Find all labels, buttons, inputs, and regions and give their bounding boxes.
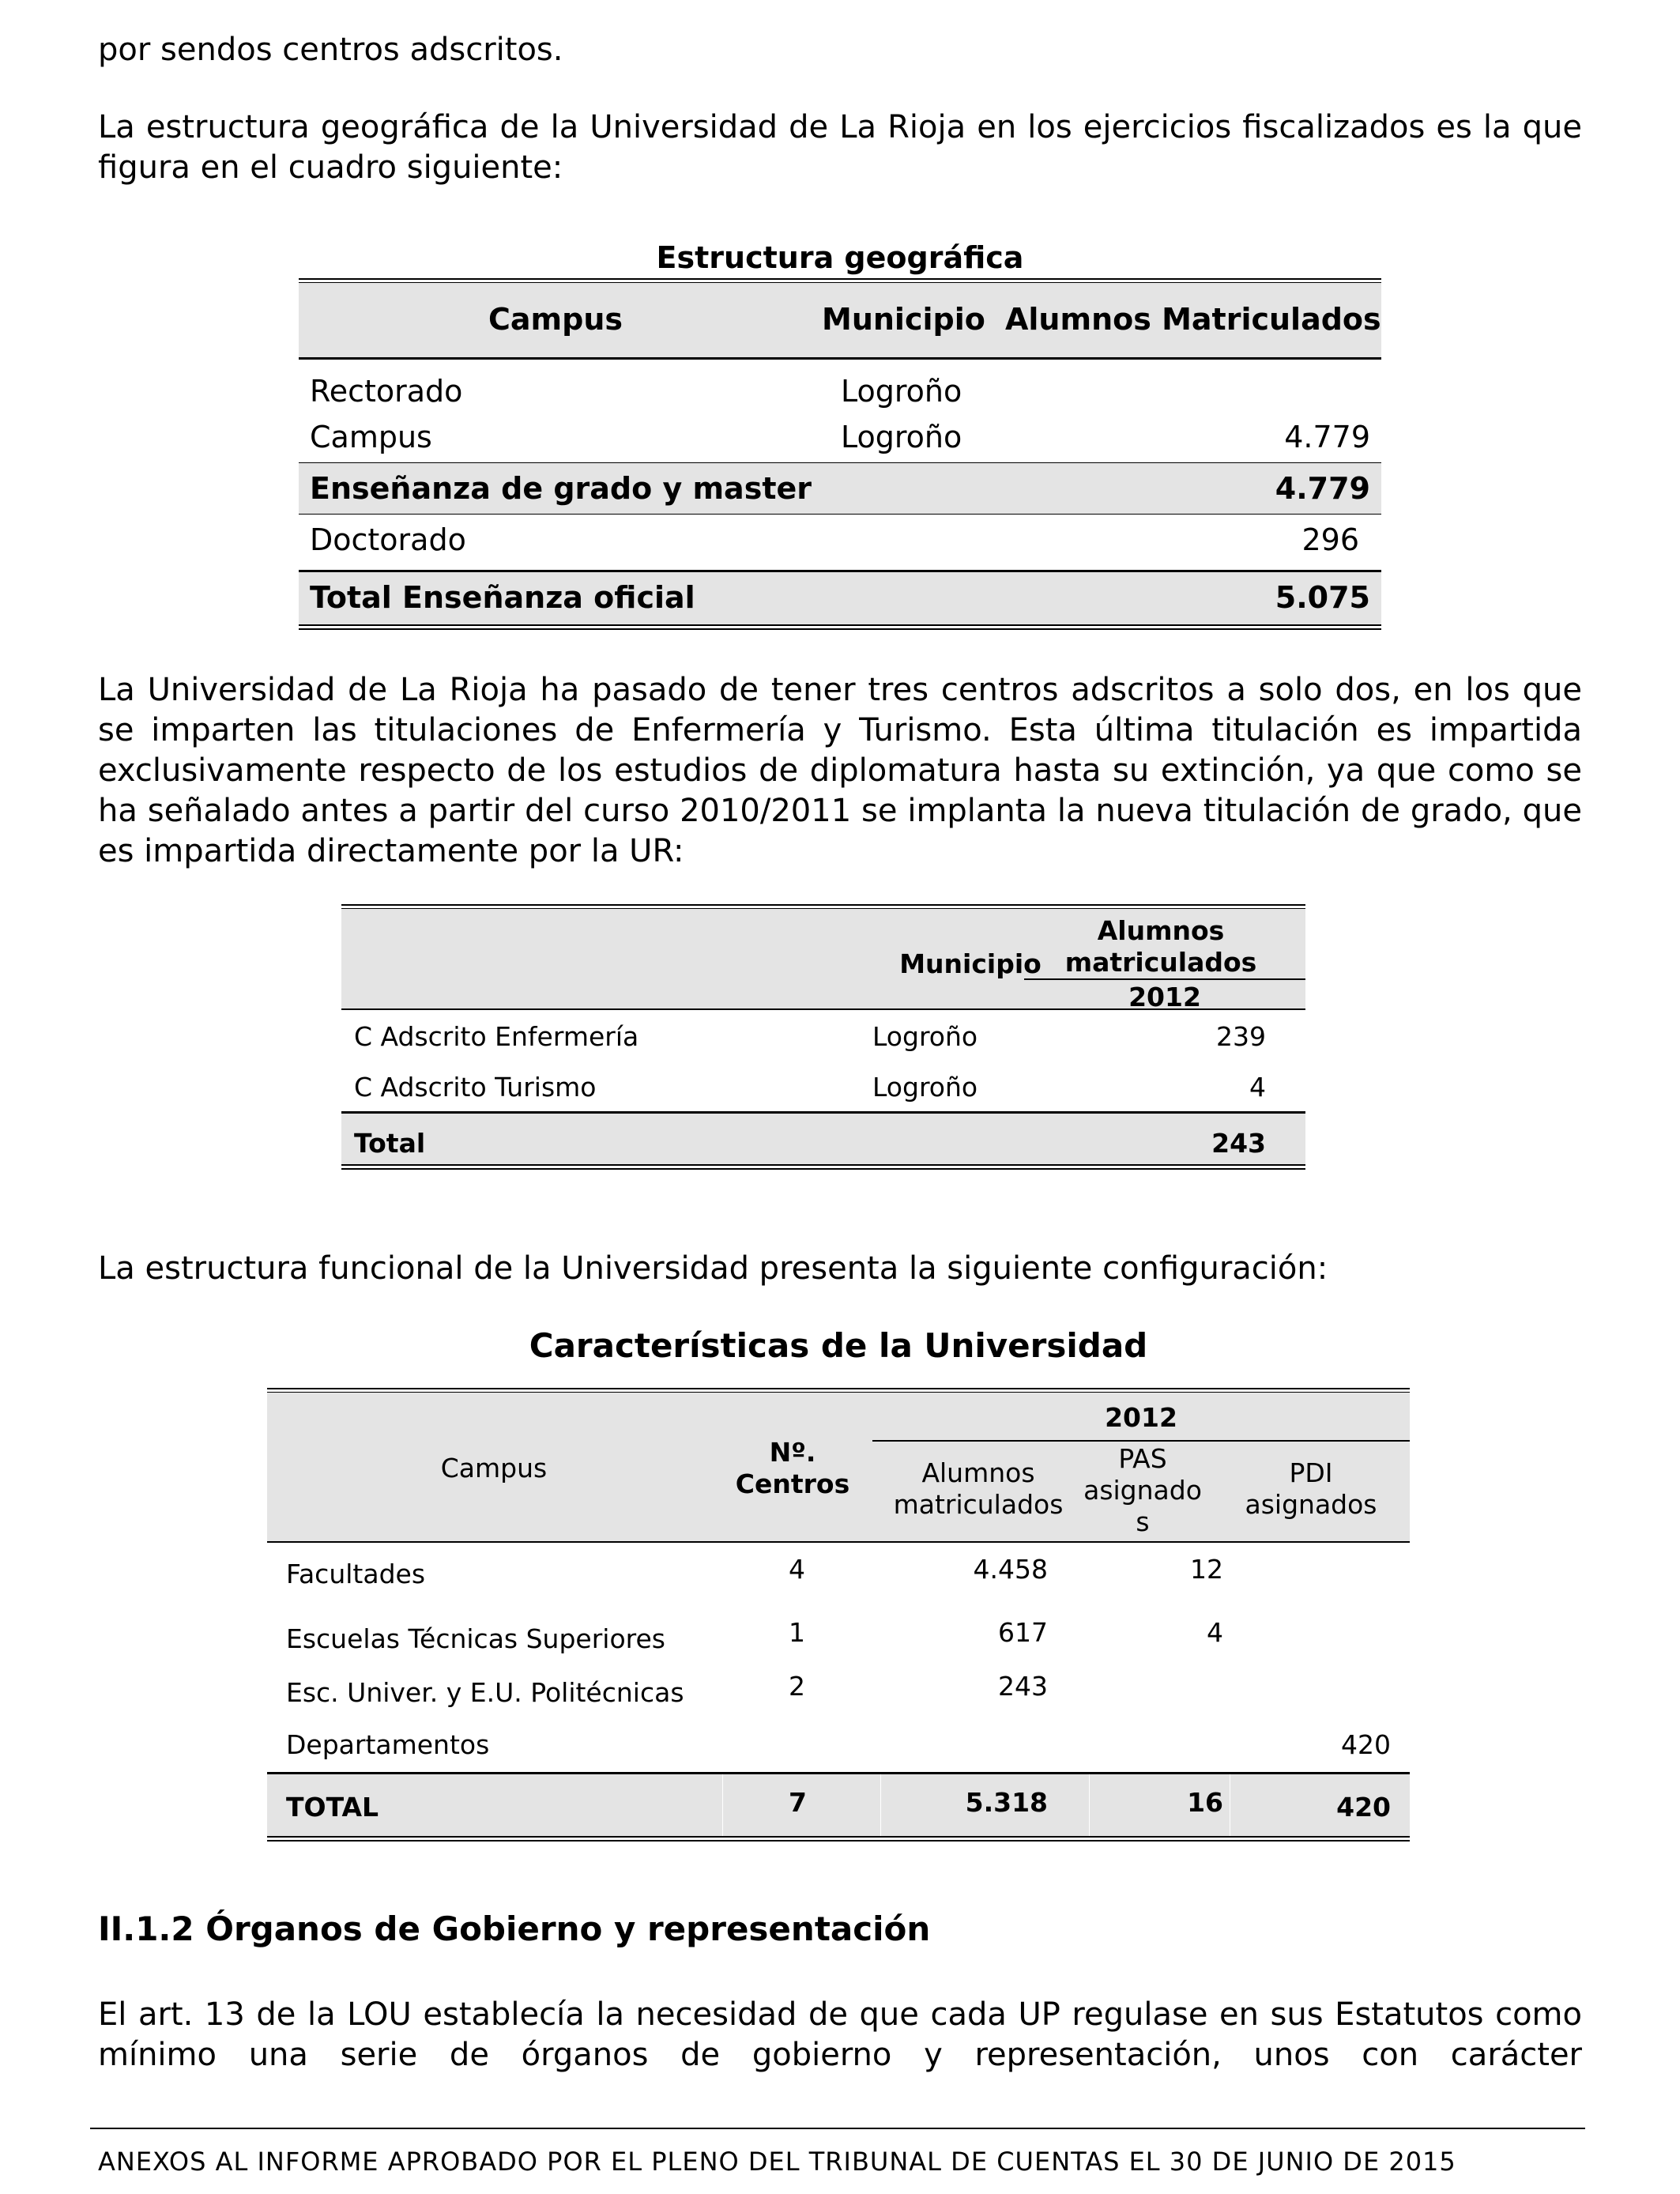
table1-header-alumnos: Alumnos Matriculados [1005,302,1381,337]
paragraph-centros-adscritos: La Universidad de La Rioja ha pasado de tener tres centros adscritos a solo dos, en los que se imparten las titulaciones de Enfermería y Turismo. Esta última titulación es impartida exclusivamente respecto de los estudios de diplomatura hasta su extinción, ya que como se ha señalado antes a partir del curso 2010/2011 se implanta la nueva titulación de grado, que es impartida directamente por la UR: [98,672,1582,869]
table3-total-alumnos: 5.318 [965,1787,1048,1818]
table3-cell-centros: 1 [789,1617,805,1648]
table3-total-label: TOTAL [286,1792,379,1823]
page-footer: ANEXOS AL INFORME APROBADO POR EL PLENO DEL TRIBUNAL DE CUENTAS EL 30 DE JUNIO DE 2015 [98,2147,1456,2177]
paragraph-intro: por sendos centros adscritos. [98,32,563,68]
table1-header [299,283,1381,357]
table3-header-campus: Campus [440,1453,548,1483]
table1-header-municipio: Municipio [822,302,985,337]
table3-cell-centros: 4 [789,1554,805,1585]
table3-cell-pas: 12 [1190,1554,1223,1585]
table1-cell-alumnos: 4.779 [1284,420,1370,454]
table-row [299,515,1381,570]
table-estructura-geografica [299,278,1381,630]
table3-header [267,1393,1410,1541]
table2-cell-name: C Adscrito Turismo [354,1072,597,1103]
table2-header-municipio: Municipio [899,948,1042,979]
table3-cell-alumnos: 617 [998,1617,1048,1648]
table3-total-row [267,1774,1410,1836]
table-caracteristicas [267,1388,1410,1842]
table-row [267,1717,1410,1772]
table-row [299,572,1381,624]
table-row [341,1010,1305,1061]
table1-cell-alumnos: 4.779 [1275,471,1370,506]
table1-cell-campus: Rectorado [310,374,463,409]
table3-header-alumnos: Alumnos matriculados [893,1457,1064,1520]
table2-header-alumnos: Alumnos matriculados [1064,915,1257,978]
table2-header-year: 2012 [1128,982,1201,1012]
table2-total-row [341,1114,1305,1164]
table1-cell-campus: Enseñanza de grado y master [310,471,812,506]
table3-header-centros: Nº. Centros [735,1437,850,1499]
table1-caption: Estructura geográfica [656,240,1024,275]
table3-cell-campus: Facultades [286,1559,426,1589]
paragraph-lou: El art. 13 de la LOU establecía la necesidad de que cada UP regulase en sus Estatutos como mínimo una serie de órganos de gobierno y representación, unos con carácter [98,1996,1582,2073]
table2-cell-value: 4 [1249,1072,1266,1103]
table-row [267,1543,1410,1606]
table3-header-year: 2012 [1105,1402,1177,1433]
table2-cell-value: 239 [1216,1021,1266,1052]
footer-divider [90,2128,1585,2129]
paragraph-estructura-funcional: La estructura funcional de la Universidad presenta la siguiente configuración: [98,1250,1328,1287]
table3-cell-campus: Departamentos [286,1729,490,1760]
table2-header [341,909,1305,1012]
table1-cell-municipio: Logroño [841,420,962,454]
table2-cell-name: C Adscrito Enfermería [354,1021,639,1052]
table2-cell-municipio: Logroño [872,1072,978,1103]
table-row [299,417,1381,462]
table3-cell-centros: 2 [789,1671,805,1702]
table3-cell-pas: 4 [1207,1617,1223,1648]
paragraph-geographic: La estructura geográfica de la Universidad de La Rioja en los ejercicios fiscalizados es la que figura en el cuadro siguiente: [98,109,1582,186]
table3-header-pdi: PDI asignados [1245,1457,1377,1520]
table2-cell-municipio: Logroño [872,1021,978,1052]
table3-total-pas: 16 [1187,1787,1223,1818]
table1-cell-campus: Campus [310,420,432,454]
table3-caption: Características de la Universidad [529,1326,1148,1365]
table1-header-campus: Campus [488,302,623,337]
table3-cell-pdi: 420 [1341,1729,1391,1760]
table-row [299,366,1381,417]
table1-cell-alumnos: 296 [1301,522,1359,557]
table3-header-pas: PAS asignado s [1083,1443,1202,1537]
table3-total-pdi: 420 [1336,1792,1391,1823]
table-centros-adscritos [341,904,1305,1170]
table3-total-centros: 7 [789,1787,807,1818]
table3-cell-campus: Esc. Univer. y E.U. Politécnicas [286,1677,684,1708]
table1-cell-campus: Doctorado [310,522,466,557]
table-row [299,463,1381,514]
table1-cell-municipio: Logroño [841,374,962,409]
table2-total-value: 243 [1211,1128,1266,1159]
section-heading: II.1.2 Órganos de Gobierno y representación [98,1909,931,1948]
table1-cell-alumnos: 5.075 [1275,580,1370,615]
table1-cell-campus: Total Enseñanza oficial [310,580,695,615]
table-row [267,1663,1410,1717]
table3-cell-campus: Escuelas Técnicas Superiores [286,1623,665,1654]
table2-total-label: Total [354,1128,426,1159]
table3-cell-alumnos: 243 [998,1671,1048,1702]
table-row [341,1061,1305,1111]
table3-cell-alumnos: 4.458 [973,1554,1048,1585]
table-row [267,1606,1410,1663]
